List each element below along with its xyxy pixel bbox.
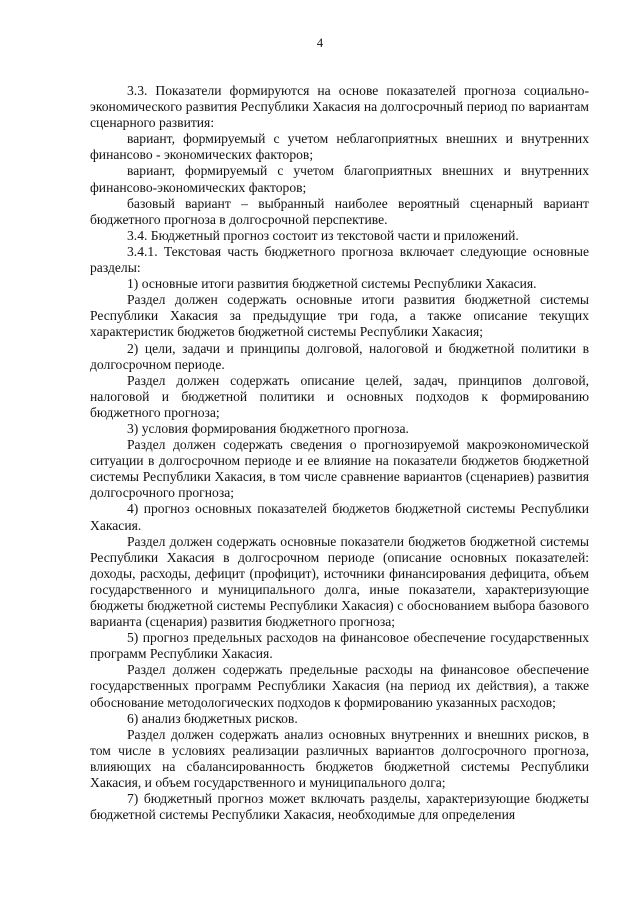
list-item-7: 7) бюджетный прогноз может включать разделы, характеризующие бюджеты бюджетной системы Республики Хакасия, необходимые для определения [90, 791, 589, 823]
page-number: 4 [316, 36, 324, 50]
paragraph-section-1-description: Раздел должен содержать основные итоги развития бюджетной системы Республики Хакасия за предыдущие три года, а также описание текущих характеристик бюджетов бюджетной системы Республики Хакасия; [90, 292, 589, 340]
paragraph-section-4-description: Раздел должен содержать основные показатели бюджетов бюджетной системы Республики Хакасия в долгосрочном периоде (описание основных показателей: доходы, расходы, дефицит (профицит), источники финансирования дефицита, объем государственного и муниципального долга, иные показатели, характеризующие бюджеты бюджетной системы Республики Хакасия) с обоснованием выбора базового варианта (сценария) развития бюджетного прогноза; [90, 533, 589, 630]
paragraph-section-5-description: Раздел должен содержать предельные расходы на финансовое обеспечение государственных программ Республики Хакасия (на период их действия), а также обоснование методологических подходов к формированию указанных расходов; [90, 662, 589, 710]
paragraph-3-4: 3.4. Бюджетный прогноз состоит из текстовой части и приложений. [127, 227, 519, 243]
list-item-1: 1) основные итоги развития бюджетной системы Республики Хакасия. [127, 276, 537, 292]
list-item-2: 2) цели, задачи и принципы долговой, налоговой и бюджетной политики в долгосрочном периоде. [90, 340, 589, 372]
paragraph-section-3-description: Раздел должен содержать сведения о прогнозируемой макроэкономической ситуации в долгосрочном периоде и ее влияние на показатели бюджетов бюджетной системы Республики Хакасия, в том числе сравнение вариантов (сценариев) развития долгосрочного прогноза; [90, 437, 589, 501]
list-item-5: 5) прогноз предельных расходов на финансовое обеспечение государственных программ Республики Хакасия. [90, 630, 589, 662]
list-item-6: 6) анализ бюджетных рисков. [127, 710, 298, 726]
paragraph-3-4-1: 3.4.1. Текстовая часть бюджетного прогноза включает следующие основные разделы: [90, 243, 589, 276]
paragraph-variant-favorable: вариант, формируемый с учетом благоприятных внешних и внутренних финансово-экономических факторов; [90, 163, 589, 195]
list-item-3: 3) условия формирования бюджетного прогноза. [127, 420, 409, 436]
paragraph-section-2-description: Раздел должен содержать описание целей, задач, принципов долговой, налоговой и бюджетной политики и основных подходов к формированию бюджетного прогноза; [90, 372, 589, 420]
paragraph-section-6-description: Раздел должен содержать анализ основных внутренних и внешних рисков, в том числе в условиях реализации различных вариантов долгосрочного прогноза, влияющих на сбалансированность бюджетов бюджетной системы Республики Хакасия, и объем государственного и муниципального долга; [90, 726, 589, 791]
paragraph-3-3: 3.3. Показатели формируются на основе показателей прогноза социально-экономического развития Республики Хакасия на долгосрочный период по вариантам сценарного развития: [90, 83, 589, 131]
list-item-4: 4) прогноз основных показателей бюджетов бюджетной системы Республики Хакасия. [90, 501, 589, 533]
paragraph-variant-unfavorable: вариант, формируемый с учетом неблагоприятных внешних и внутренних финансово - экономических факторов; [90, 131, 589, 163]
document-body [90, 83, 589, 823]
paragraph-variant-base: базовый вариант – выбранный наиболее вероятный сценарный вариант бюджетного прогноза в долгосрочной перспективе. [90, 195, 589, 227]
